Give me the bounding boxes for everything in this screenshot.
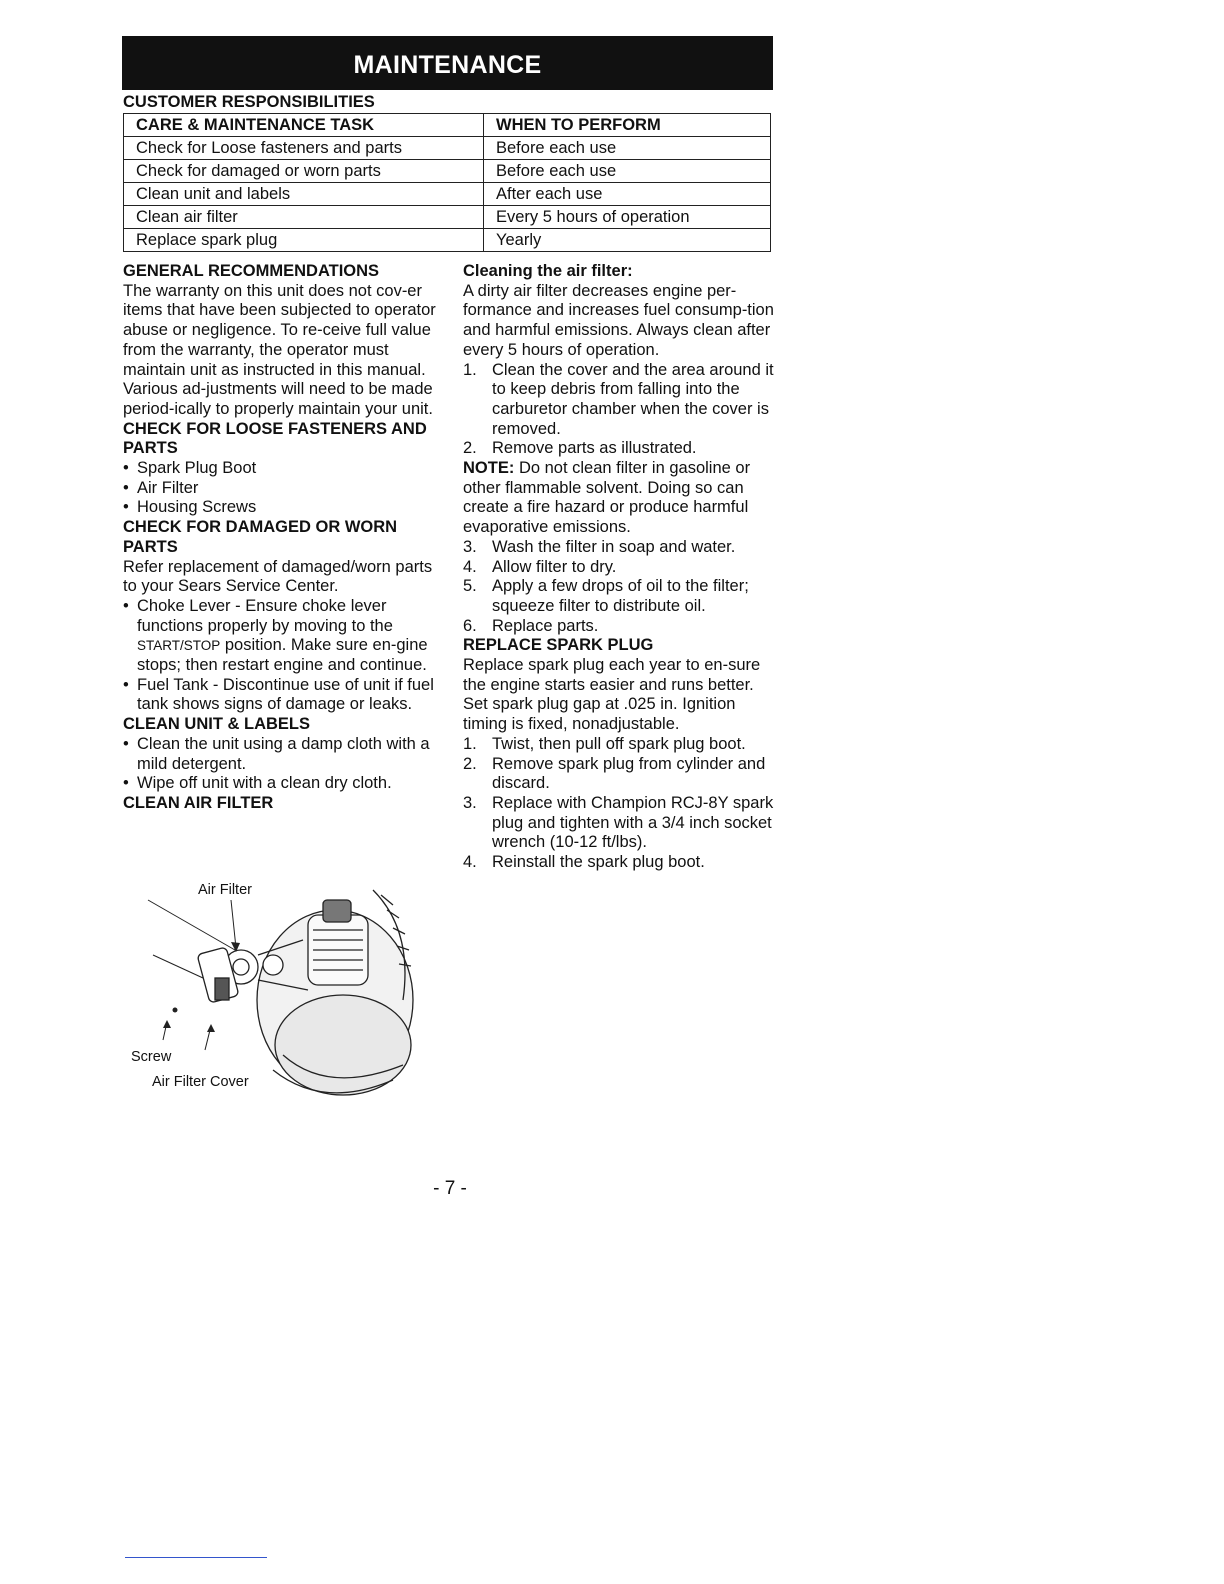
table-row — [124, 160, 771, 183]
clean-list — [123, 735, 448, 794]
step-number: 1. — [463, 360, 477, 379]
table-row — [124, 229, 771, 252]
spark-text: Replace spark plug each year to en-sure the engine starts easier and runs better. Set spark plug gap at .025 in. Ignition timing is fixed, nonadjustable. — [463, 656, 761, 734]
damaged-list — [123, 597, 448, 715]
air-filter-cover-label: Air Filter Cover — [152, 1074, 249, 1090]
table-row — [124, 206, 771, 229]
when-cell: Every 5 hours of operation — [484, 206, 771, 229]
cleaning-text: A dirty air filter decreases engine per-formance and increases fuel consump-tion and harmful emissions. Always clean after every 5 hours of operation. — [463, 281, 774, 359]
step-text: Reinstall the spark plug boot. — [492, 853, 705, 872]
task-cell: Replace spark plug — [124, 229, 484, 252]
screw-label: Screw — [131, 1049, 172, 1065]
step-number: 3. — [463, 537, 477, 556]
general-text: The warranty on this unit does not cov-er items that have been subjected to operator abuse or negligence. To re-ceive full value from the warranty, the operator must maintain unit as instructed in this manual. Various ad-justments will need to be made period-ically to properly maintain your unit. — [123, 281, 436, 418]
choke-text-a: Choke Lever - Ensure choke lever functions properly by moving to the — [137, 596, 393, 635]
step-text: Replace parts. — [492, 616, 599, 635]
note-text: Do not clean filter in gasoline or other flammable solvent. Doing so can create a fire hazard or produce harmful evaporative emissions. — [463, 459, 751, 537]
damaged-heading: CHECK FOR DAMAGED OR WORN PARTS — [123, 518, 398, 556]
page-number: - 7 - — [433, 1178, 467, 1199]
step-text: Allow filter to dry. — [492, 557, 617, 576]
step-number: 2. — [463, 754, 477, 773]
table-header-task: CARE & MAINTENANCE TASK — [124, 114, 484, 137]
list-item — [463, 755, 783, 794]
list-item: • Wipe off unit with a clean dry cloth. — [123, 774, 448, 794]
cleaning-steps-a — [463, 361, 783, 460]
when-cell: After each use — [484, 183, 771, 206]
note-label: NOTE: — [463, 459, 515, 478]
cleaning-steps-b — [463, 538, 783, 637]
list-item: • Air Filter — [123, 479, 448, 499]
when-cell: Before each use — [484, 137, 771, 160]
step-text: Apply a few drops of oil to the filter; squeeze filter to distribute oil. — [492, 577, 749, 615]
loose-list — [123, 459, 448, 518]
air-filter-heading: CLEAN AIR FILTER — [123, 793, 274, 812]
step-number: 3. — [463, 793, 477, 812]
list-item — [463, 794, 783, 853]
clean-heading: CLEAN UNIT & LABELS — [123, 715, 310, 734]
responsibilities-title: CUSTOMER RESPONSIBILITIES — [123, 93, 375, 111]
section-banner: MAINTENANCE — [122, 36, 773, 90]
task-cell: Check for Loose fasteners and parts — [124, 137, 484, 160]
step-text: Replace with Champion RCJ-8Y spark plug and tighten with a 3/4 inch socket wrench (10-12 ft/lbs). — [492, 793, 774, 852]
loose-heading: CHECK FOR LOOSE FASTENERS AND PARTS — [123, 419, 427, 458]
list-item: • Clean the unit using a damp cloth with a mild detergent. — [123, 735, 448, 774]
step-number: 4. — [463, 853, 477, 872]
list-item — [463, 853, 783, 873]
right-column — [463, 262, 783, 873]
spark-steps — [463, 735, 783, 873]
air-filter-illustration — [123, 870, 423, 1110]
general-heading: GENERAL RECOMMENDATIONS — [123, 262, 380, 280]
damaged-text: Refer replacement of damaged/worn parts to your Sears Service Center. — [123, 557, 433, 596]
step-text: Wash the filter in soap and water. — [492, 537, 736, 556]
step-text: Clean the cover and the area around it to keep debris from falling into the carburetor chamber when the cover is removed. — [492, 360, 774, 438]
table-header-row — [124, 114, 771, 137]
left-column — [123, 262, 448, 814]
list-item — [463, 538, 783, 558]
divider — [125, 1557, 267, 1558]
step-number: 2. — [463, 439, 477, 458]
list-item — [463, 361, 783, 440]
step-text: Twist, then pull off spark plug boot. — [492, 734, 746, 753]
table-row — [124, 137, 771, 160]
step-number: 1. — [463, 734, 477, 753]
list-item — [463, 558, 783, 578]
step-number: 6. — [463, 616, 477, 635]
table-header-when: WHEN TO PERFORM — [484, 114, 771, 137]
list-item: • Housing Screws — [123, 498, 448, 518]
list-item — [463, 735, 783, 755]
list-item: • Fuel Tank - Discontinue use of unit if fuel tank shows signs of damage or leaks. — [123, 676, 448, 715]
air-filter-label: Air Filter — [198, 882, 252, 898]
cleaning-heading: Cleaning the air filter: — [463, 262, 633, 280]
task-cell: Clean unit and labels — [124, 183, 484, 206]
list-item — [123, 597, 448, 676]
list-item: • Spark Plug Boot — [123, 459, 448, 479]
choke-text-b: position. Make sure en-gine stops; then restart engine and continue. — [137, 636, 428, 675]
list-item — [463, 577, 783, 616]
maintenance-table — [123, 113, 771, 252]
table-row — [124, 183, 771, 206]
note — [463, 459, 783, 538]
spark-heading: REPLACE SPARK PLUG — [463, 636, 654, 655]
step-number: 4. — [463, 557, 477, 576]
list-item — [463, 439, 783, 459]
when-cell: Before each use — [484, 160, 771, 183]
list-item — [463, 617, 783, 637]
step-text: Remove parts as illustrated. — [492, 439, 697, 458]
when-cell: Yearly — [484, 229, 771, 252]
start-stop-label: START/STOP — [137, 638, 221, 654]
step-number: 5. — [463, 577, 477, 596]
task-cell: Check for damaged or worn parts — [124, 160, 484, 183]
step-text: Remove spark plug from cylinder and discard. — [492, 754, 766, 793]
task-cell: Clean air filter — [124, 206, 484, 229]
screw-icon — [173, 1008, 178, 1013]
